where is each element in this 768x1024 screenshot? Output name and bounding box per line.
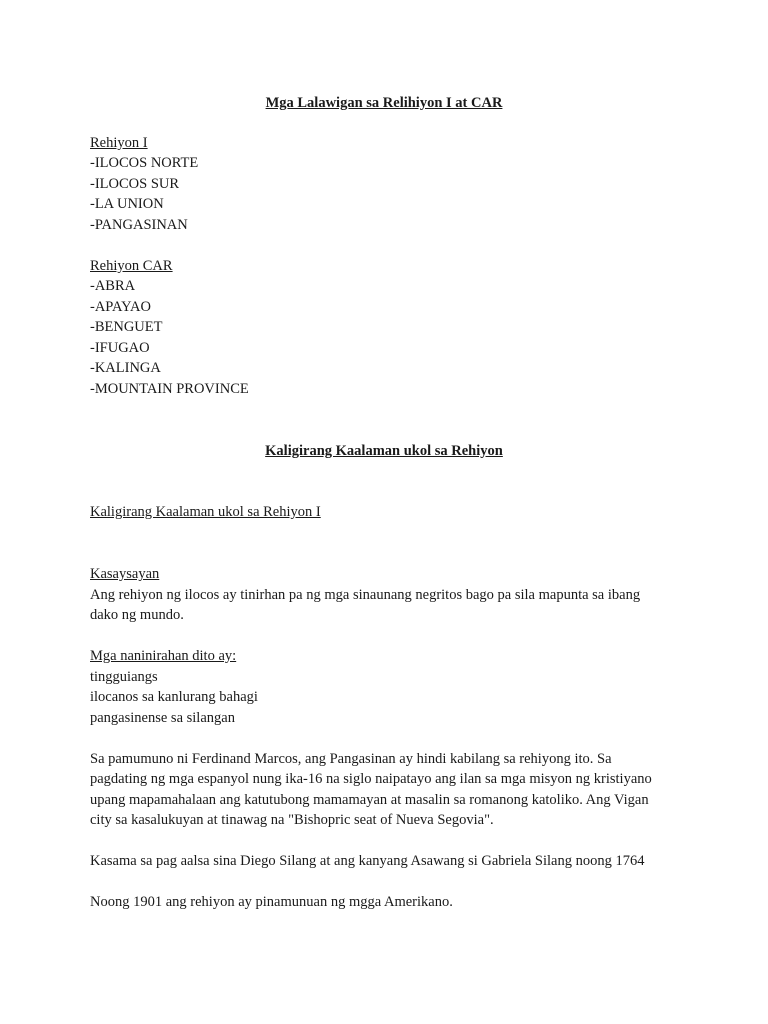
paragraph-line: upang mapamahalaan ang katutubong mamamayan at masalin sa romanong katoliko. Ang Vigan (90, 792, 649, 808)
section-title: Kaligirang Kaalaman ukol sa Rehiyon (265, 443, 503, 459)
document-title: Mga Lalawigan sa Relihiyon I at CAR (265, 95, 503, 111)
province-item: -BENGUET (90, 319, 163, 335)
province-item: -ABRA (90, 278, 136, 294)
paragraph-line: Noong 1901 ang rehiyon ay pinamunuan ng mgga Amerikano. (90, 894, 453, 910)
province-item: -IFUGAO (90, 340, 150, 356)
inhabitant-item: tingguiangs (90, 669, 158, 685)
subsection-title: Kaligirang Kaalaman ukol sa Rehiyon I (90, 504, 321, 520)
region1-heading: Rehiyon I (90, 135, 148, 151)
paragraph-line: Sa pamumuno ni Ferdinand Marcos, ang Pangasinan ay hindi kabilang sa rehiyong ito. Sa (90, 751, 612, 767)
inhabitant-item: ilocanos sa kanlurang bahagi (90, 689, 258, 705)
province-item: -APAYAO (90, 299, 151, 315)
province-item: -LA UNION (90, 196, 164, 212)
inhabitant-item: pangasinense sa silangan (90, 710, 235, 726)
inhabitants-heading: Mga naninirahan dito ay: (90, 648, 237, 664)
province-item: -ILOCOS SUR (90, 176, 180, 192)
province-item: -MOUNTAIN PROVINCE (90, 381, 249, 397)
province-item: -KALINGA (90, 360, 161, 376)
province-item: -PANGASINAN (90, 217, 188, 233)
province-item: -ILOCOS NORTE (90, 155, 199, 171)
history-text: Ang rehiyon ng ilocos ay tinirhan pa ng mga sinaunang negritos bago pa sila mapunta sa ibang (90, 587, 641, 603)
paragraph-line: city sa kasalukuyan at tinawag na "Bishopric seat of Nueva Segovia". (90, 812, 494, 828)
paragraph-line: pagdating ng mga espanyol nung ika-16 na siglo naipatayo ang ilan sa mga misyon ng kristiyano (90, 771, 652, 787)
history-heading: Kasaysayan (90, 566, 160, 582)
paragraph-line: Kasama sa pag aalsa sina Diego Silang at ang kanyang Asawang si Gabriela Silang noong 1764 (90, 853, 645, 869)
car-heading: Rehiyon CAR (90, 258, 173, 274)
history-text: dako ng mundo. (90, 607, 184, 623)
